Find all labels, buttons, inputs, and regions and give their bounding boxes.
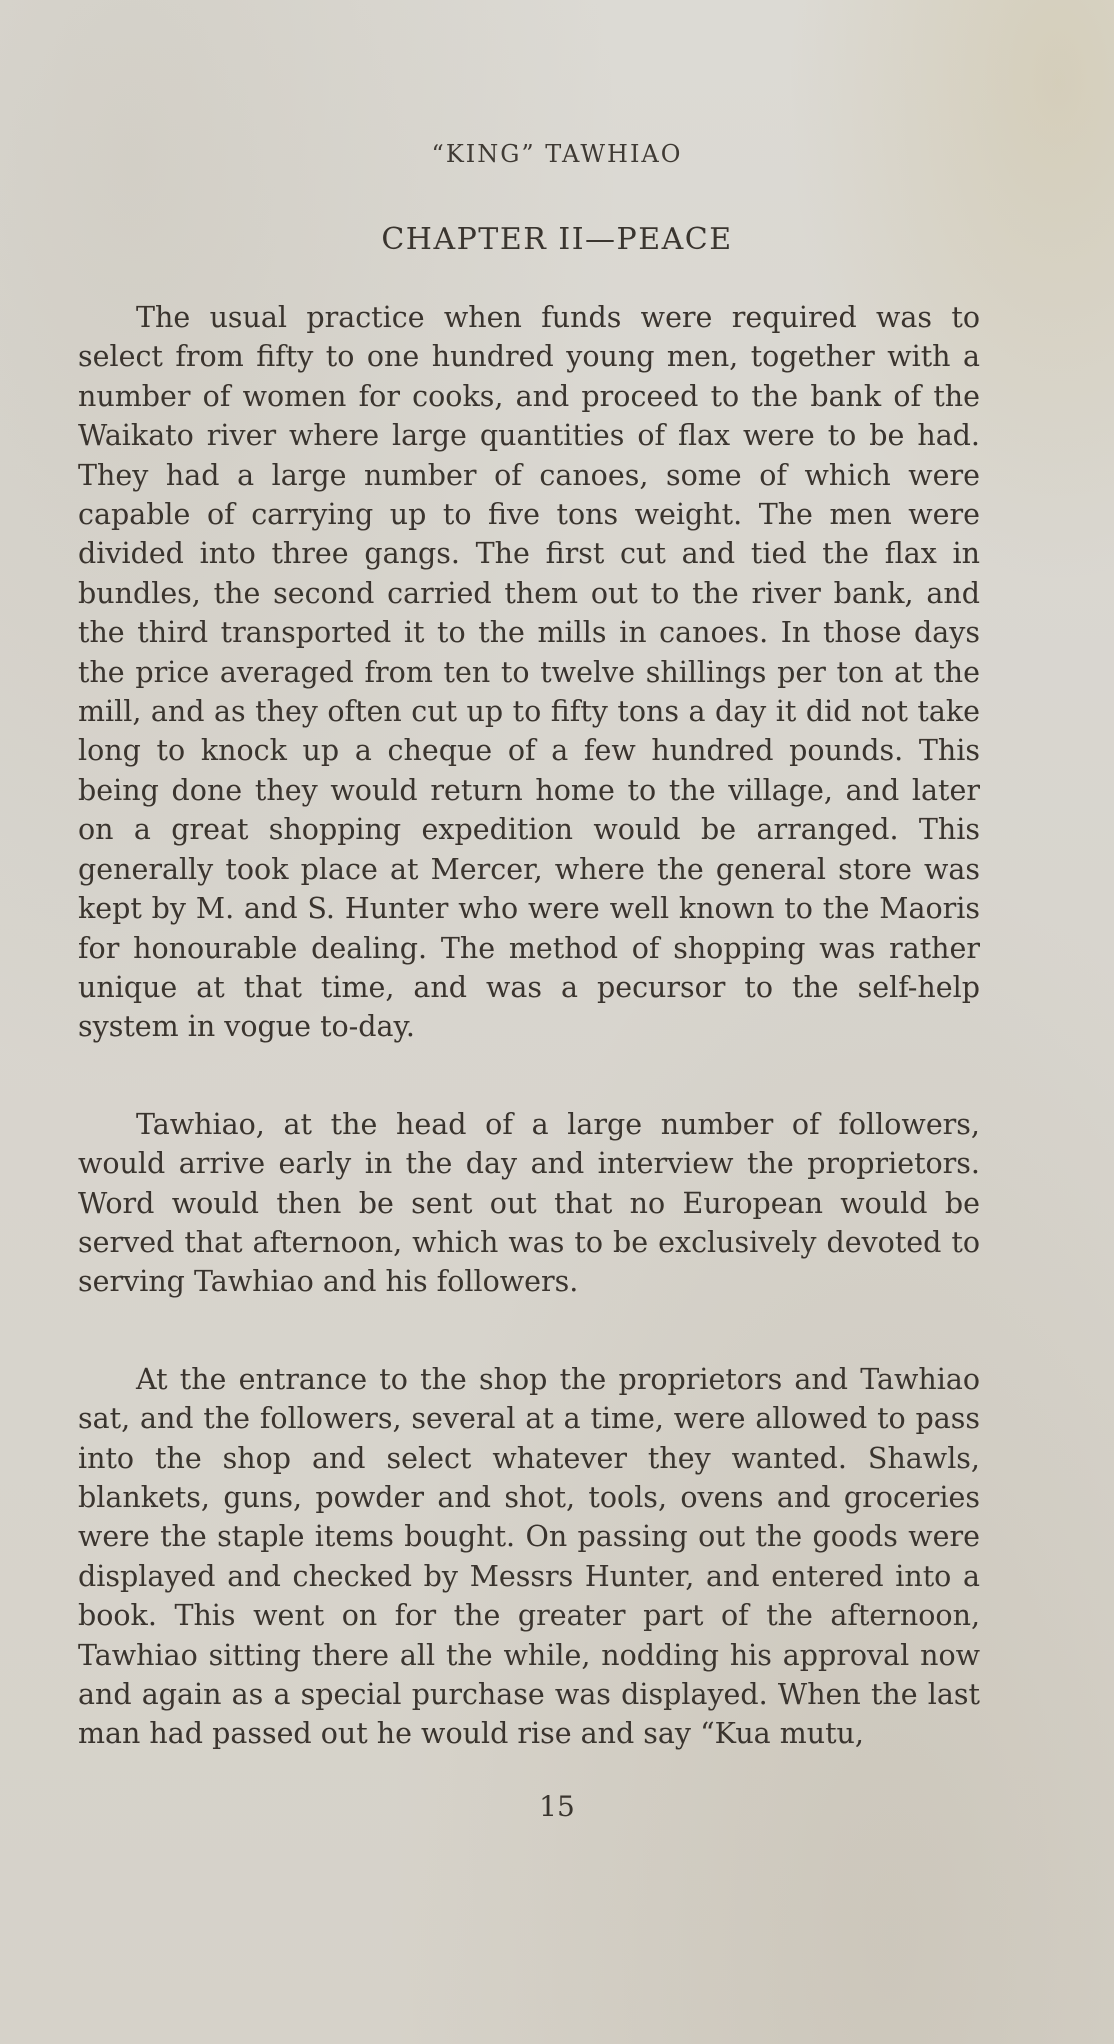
- paragraph: Tawhiao, at the head of a large number of followers, would arrive early in the day and interview the proprietors. Word would then be sent out that no European would be served that afternoon, which was to be exclusively devoted to serving Tawhiao and his followers.: [78, 1107, 980, 1299]
- running-head: “KING” TAWHIAO: [431, 140, 683, 168]
- chapter-title: CHAPTER II—PEACE: [381, 222, 733, 257]
- body-text: [78, 298, 980, 1754]
- paragraph: At the entrance to the shop the proprietors and Tawhiao sat, and the followers, several at a time, were allowed to pass into the shop and select whatever they wanted. Shawls, blankets, guns, powder and shot, tools, ovens and groceries were the staple items bought. On passing out the goods were displayed and checked by Messrs Hunter, and entered into a book. This went on for the greater part of the afternoon, Tawhiao sitting there all the while, nodding his approval now and again as a special purchase was displayed. When the last man had passed out he would rise and say “Kua mutu,: [78, 1362, 980, 1751]
- paragraph: The usual practice when funds were required was to select from fifty to one hundred young men, together with a number of women for cooks, and proceed to the bank of the Waikato river where large quantities of flax were to be had. They had a large number of canoes, some of which were capable of carrying up to five tons weight. The men were divided into three gangs. The first cut and tied the flax in bundles, the second carried them out to the river bank, and the third transported it to the mills in canoes. In those days the price averaged from ten to twelve shillings per ton at the mill, and as they often cut up to fifty tons a day it did not take long to knock up a cheque of a few hundred pounds. This being done they would return home to the village, and later on a great shopping expedition would be arranged. This generally took place at Mercer, where the general store was kept by M. and S. Hunter who were well known to the Maoris for honourable dealing. The method of shopping was rather unique at that time, and was a pecursor to the self-help system in vogue to-day.: [78, 301, 980, 1044]
- page-number: 15: [539, 1790, 575, 1823]
